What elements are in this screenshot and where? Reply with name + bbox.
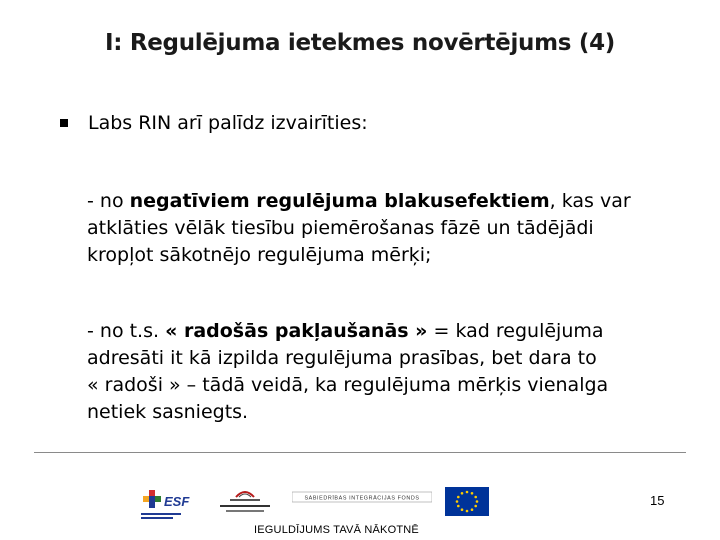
paragraph-text: , kas var bbox=[549, 190, 631, 212]
bullet-text: Labs RIN arī palīdz izvairīties: bbox=[88, 112, 368, 134]
paragraph-lead: - no bbox=[87, 190, 130, 212]
paragraph-side-effects bbox=[87, 188, 677, 269]
page-number: 15 bbox=[650, 493, 665, 508]
paragraph-line: « radoši » – tādā veidā, ka regulējuma mērķis vienalga bbox=[87, 374, 609, 396]
fund-logo-label: SABIEDRĪBAS INTEGRĀCIJAS FONDS bbox=[304, 495, 420, 502]
paragraph-bold-term: « radošās pakļaušanās » bbox=[165, 320, 428, 342]
paragraph-bold-term: negatīviem regulējuma blakusefektiem bbox=[129, 190, 550, 212]
paragraph-creative-compliance bbox=[87, 318, 677, 426]
paragraph-line: adresāti it kā izpilda regulējuma prasības, bet dara to bbox=[87, 347, 597, 369]
paragraph-line: atklāties vēlāk tiesību piemērošanas fāzē un tādējādi bbox=[87, 217, 594, 239]
paragraph-line bbox=[87, 318, 677, 345]
ministry-logo-icon bbox=[216, 485, 274, 519]
paragraph-text: = kad regulējuma bbox=[427, 320, 604, 342]
social-integration-fund-logo-icon bbox=[292, 488, 432, 500]
esf-logo-icon bbox=[135, 486, 197, 526]
slide-title: I: Regulējuma ietekmes novērtējums (4) bbox=[104, 30, 616, 56]
paragraph-line: netiek sasniegts. bbox=[87, 401, 249, 423]
footer-divider bbox=[34, 452, 686, 453]
square-bullet-icon bbox=[60, 119, 68, 127]
eu-flag-logo-icon bbox=[443, 486, 491, 520]
paragraph-line bbox=[87, 188, 677, 215]
paragraph-lead: - no t.s. bbox=[87, 320, 166, 342]
esf-logo-label: ESF bbox=[164, 494, 190, 509]
footer-slogan: IEGULDĪJUMS TAVĀ NĀKOTNĒ bbox=[254, 524, 419, 536]
paragraph-line: kropļot sākotnējo regulējuma mērķi; bbox=[87, 244, 432, 266]
